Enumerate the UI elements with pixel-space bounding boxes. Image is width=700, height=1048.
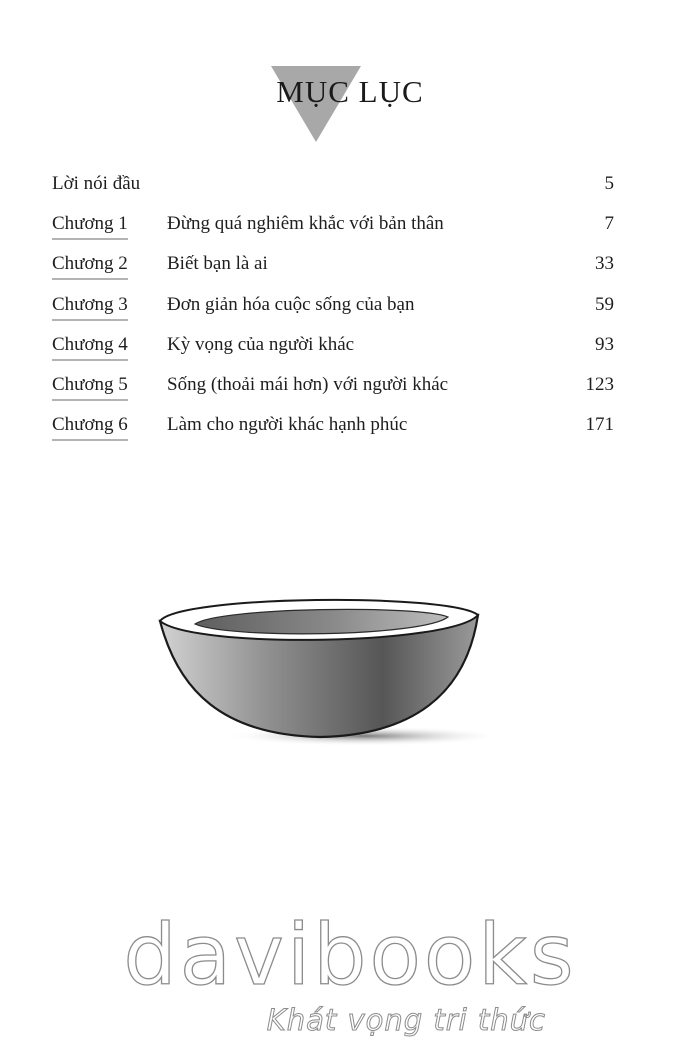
page-title: MỤC LỤC: [276, 74, 424, 109]
table-of-contents: [52, 172, 614, 453]
toc-row-chapter-5[interactable]: [52, 373, 614, 413]
toc-page-number: 5: [604, 173, 614, 194]
toc-row-chapter-3[interactable]: [52, 293, 614, 333]
toc-chapter-label: Chương 3: [52, 293, 128, 321]
watermark-brand: davibooks: [123, 906, 577, 1004]
toc-row-chapter-4[interactable]: [52, 333, 614, 373]
toc-page-number: 123: [585, 373, 614, 395]
toc-chapter-label: Chương 1: [52, 212, 128, 240]
toc-chapter-label: Chương 5: [52, 373, 128, 401]
toc-row-chapter-6[interactable]: [52, 413, 614, 453]
toc-chapter-title: Đơn giản hóa cuộc sống của bạn: [167, 293, 415, 315]
toc-chapter-title: Kỳ vọng của người khác: [167, 333, 355, 355]
toc-chapter-label: Chương 2: [52, 252, 128, 280]
toc-row-preface[interactable]: [52, 172, 614, 212]
watermark-slogan: Khát vọng tri thức: [266, 1003, 546, 1037]
toc-chapter-title: Làm cho người khác hạnh phúc: [167, 414, 408, 436]
toc-page-number: 171: [585, 414, 614, 436]
toc-page-number: 59: [595, 293, 614, 315]
toc-chapter-label: Chương 6: [52, 413, 128, 441]
toc-chapter-title: Sống (thoải mái hơn) với người khác: [167, 373, 449, 395]
toc-chapter-label: Chương 4: [52, 333, 128, 361]
toc-row-chapter-2[interactable]: [52, 252, 614, 292]
toc-page-number: 33: [595, 253, 614, 275]
toc-page-number: 7: [604, 213, 614, 235]
toc-page-number: 93: [595, 333, 614, 355]
toc-label: Lời nói đầu: [52, 173, 141, 194]
toc-row-chapter-1[interactable]: [52, 212, 614, 252]
bowl-illustration: [150, 585, 490, 760]
toc-chapter-title: Biết bạn là ai: [167, 253, 268, 275]
toc-chapter-title: Đừng quá nghiêm khắc với bản thân: [167, 213, 444, 235]
